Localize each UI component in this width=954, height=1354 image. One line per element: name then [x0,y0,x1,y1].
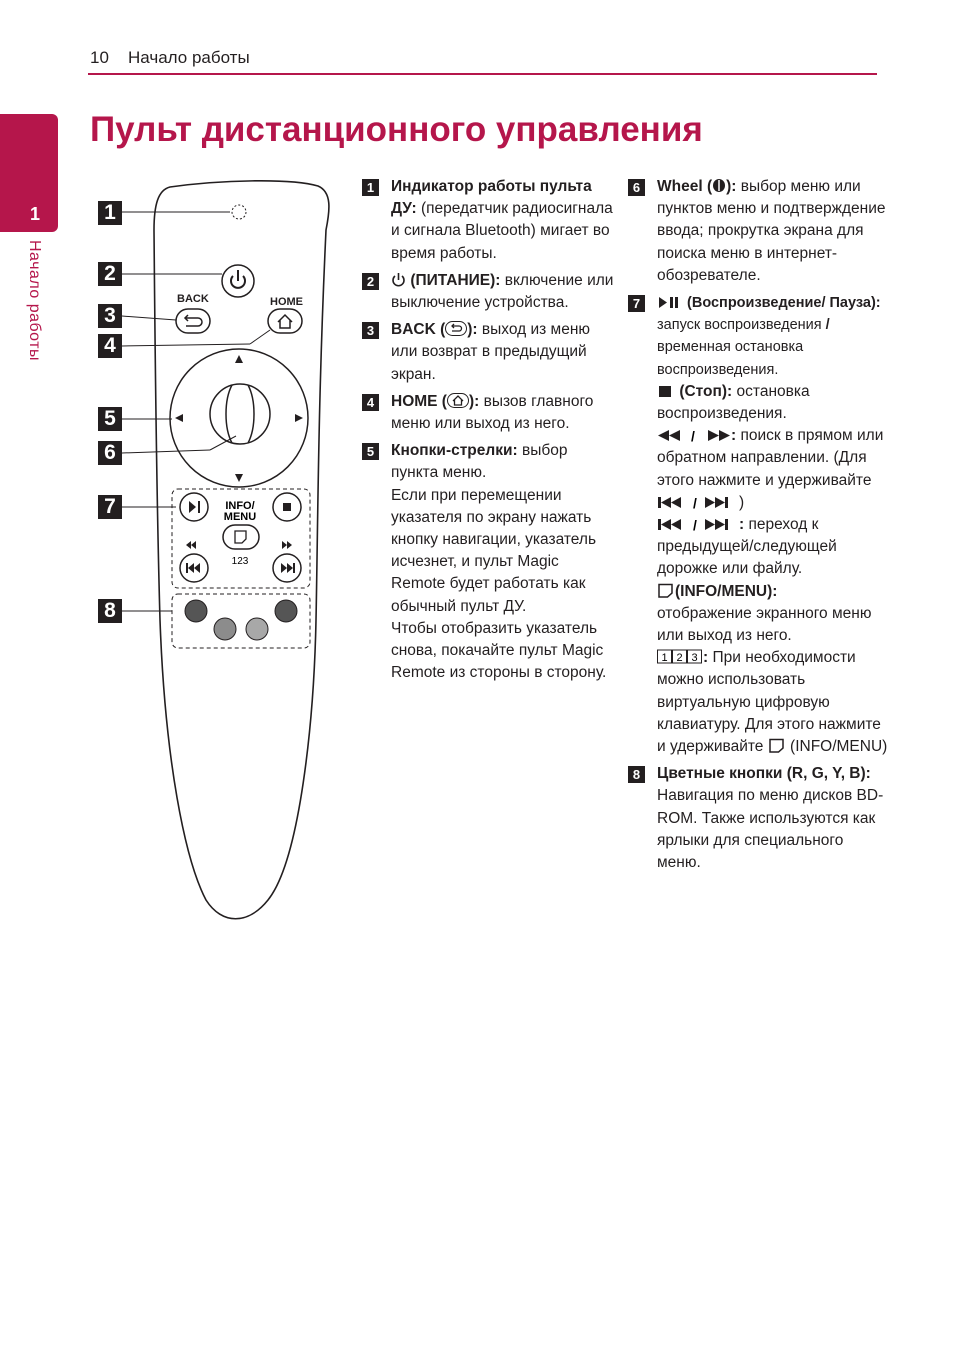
skip-text: переход к предыдущей/следующей дорожке или файлу. [657,516,837,578]
forward-icon [287,541,292,549]
item-text: Навигация по меню дисков BD-ROM. Также используются как ярлыки для специального меню. [657,787,884,872]
play-title: (Воспроизведение/ Пауза): [687,295,881,312]
item-6 [628,176,888,287]
skip-icon [657,496,739,509]
indicator-light [232,205,246,219]
item-title: Wheel ( [657,178,713,195]
svg-text:2: 2 [676,652,683,665]
callout-7: 7 [98,495,122,519]
red-button [185,600,207,622]
callout-8: 8 [98,599,122,623]
back-label: BACK [177,293,209,305]
keypad-title: : [703,649,709,667]
yellow-button [246,618,268,640]
back-icon [186,318,202,326]
stop-icon [283,503,291,511]
svg-text:/: / [693,518,697,532]
home-icon [447,393,469,408]
chapter-label: Начало работы [26,240,43,362]
blue-button [275,600,297,622]
green-button [214,618,236,640]
arrow-right-icon [295,414,303,422]
item-number: 8 [628,766,645,783]
next-icon [287,563,293,573]
remote-body [154,181,329,919]
rewind-icon [186,541,191,549]
wheel-icon [712,178,726,193]
wheel-button [210,384,270,444]
callout-4: 4 [98,334,122,358]
play-pause-icon [657,296,683,309]
item-title: Кнопки-стрелки: [391,442,518,460]
item-title: Индикатор работы пульта ДУ: [391,178,592,218]
callout-3: 3 [98,304,122,328]
callout-2: 2 [98,262,122,286]
item-number: 1 [362,179,379,196]
callout-6: 6 [98,441,122,465]
back-icon [445,321,467,336]
item-title: HOME ( [391,392,447,410]
item-number: 5 [362,443,379,460]
item-title-end: ): [467,321,478,339]
item-paragraph: Чтобы отобразить указатель снова, покачайте пульт Magic Remote из стороны в сторону. [391,619,607,682]
stop-icon [657,385,675,398]
info-menu-icon [768,738,786,753]
item-text: выход из меню или возврат в предыдущий экран. [391,321,590,383]
arrow-up-icon [235,355,243,363]
item-title: Цветные кнопки (R, G, Y, B): [657,765,871,783]
chapter-number: 1 [30,204,41,224]
page-title: Пульт дистанционного управления [90,110,703,149]
item-title: BACK ( [391,321,446,339]
svg-text:/: / [693,495,697,509]
power-icon [391,272,406,287]
callout-5: 5 [98,407,122,431]
seek-title: : [731,427,737,445]
item-paragraph: Если при перемещении указателя по экрану нажать кнопку навигации, указатель исчезнет, и пульт Magic Remote будет работать как обычный пульт ДУ. [391,486,597,615]
callout-1: 1 [98,201,122,225]
item-3 [362,319,617,386]
stop-title: (Стоп): [679,382,733,400]
play-pause-icon [189,501,196,513]
item-text: включение или выключение устройства. [391,271,614,312]
play-text: запуск воспроизведения [657,317,822,334]
info-text: отображение экранного меню или выход из него. [657,604,872,645]
item-number: 6 [628,179,645,196]
skip-title: : [739,516,745,534]
rewind-forward-icon [657,429,731,442]
svg-text:/: / [691,429,695,443]
description-column-1 [362,176,617,684]
item-number: 7 [628,295,645,312]
item-number: 2 [362,273,379,290]
seek-text: поиск в прямом или обратном направлении. (Для этого нажмите и удерживайте [657,427,884,489]
item-title-end: ): [468,392,480,410]
info-menu-button-label-top: INFO/ [225,500,255,512]
page-number: 10 [90,48,109,67]
item-text: выбор пункта меню. [391,442,568,482]
info-title: (INFO/MENU): [675,582,778,600]
info-menu-icon [235,531,246,543]
keypad-text: При необходимости можно использовать виртуальную цифровую клавиатуру. Для этого нажмите и удерживайте [657,649,881,756]
item-text: вызов главного меню или выход из него. [391,392,594,433]
info-menu-icon [657,583,675,598]
item-title: (ПИТАНИЕ): [410,271,501,289]
item-2 [362,270,617,314]
item-8 [628,763,888,874]
item-7: 7 (Воспроизведение/ Пауза): запуск воспроизведения / временная остановка воспроизведения. (Стоп): остановка воспроизведения. / : поиск в прямом или обратном направлении. (Для этого нажмите и удерживайте / ) / : переход к предыдущей/следующей дорожке или файлу. (INFO/MENU): отображение экранного меню или выход из него. 1 2 3 : При необходимости можно использовать виртуальную цифровую клавиатуру. Для этого нажмите и удерживайте (INFO/MENU) [628,292,888,758]
navigation-ring [170,349,308,487]
header-section-title: Начало работы [128,48,250,67]
arrow-down-icon [235,474,243,482]
item-5 [362,440,617,684]
keypad-icon [657,649,703,664]
home-label: HOME [270,296,303,308]
item-text: (передатчик радиосигнала и сигнала Bluetooth) мигает во время работы. [391,200,613,262]
keypad-label: 123 [231,556,249,567]
svg-text:3: 3 [691,652,698,665]
back-button [176,309,210,333]
home-icon [278,315,292,328]
item-title-end: ): [726,178,737,195]
info-menu-button-label-bottom: MENU [223,511,257,523]
info-menu-button [223,525,259,549]
stop-text: остановка воспроизведения. [657,382,810,423]
svg-text:1: 1 [661,652,668,665]
keypad-text-b: (INFO/MENU) [790,738,888,756]
item-1 [362,176,617,265]
previous-icon [186,563,188,573]
skip-icon [657,518,739,531]
item-4 [362,391,617,435]
item-number: 3 [362,322,379,339]
item-number: 4 [362,394,379,411]
item-text: выбор меню или пунктов меню и подтверждение ввода; прокрутка экрана для поиска меню в интернет-обозревателе. [657,178,886,284]
arrow-left-icon [175,414,183,422]
play-text-b: временная остановка воспроизведения. [657,339,804,378]
home-button [268,309,302,333]
description-column-2 [628,176,888,874]
